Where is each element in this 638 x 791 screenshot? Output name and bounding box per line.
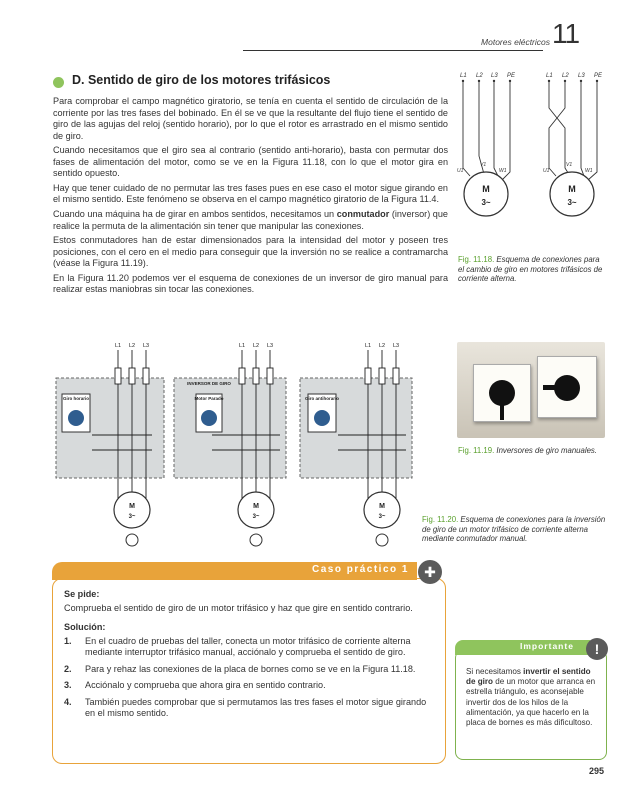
terminal-label: W1	[585, 168, 593, 174]
phase-label: L2	[252, 343, 260, 349]
motor-icon	[238, 492, 274, 528]
fig-11-18-diagram	[454, 68, 620, 248]
motor-icon	[550, 172, 594, 216]
case-step: 2. Para y rehaz las conexiones de la placa de bornes como se ve en la Figura 11.18.	[64, 663, 416, 674]
motor-icon	[364, 492, 400, 528]
fig-11-18-caption: Fig. 11.18. Esquema de conexiones para el cambio de giro en motores trifásicos de corriente alterna.	[458, 255, 603, 283]
phase-label: L1	[238, 343, 246, 349]
important-title: Importante	[520, 641, 574, 651]
motor-sublabel: 3~	[567, 198, 577, 207]
terminal-label: W1	[499, 168, 507, 174]
motor-sublabel: 3~	[252, 514, 260, 520]
motor-icon	[114, 492, 150, 528]
motor-sublabel: 3~	[128, 514, 136, 520]
terminal-label: U1	[543, 168, 550, 174]
line-label: L2	[562, 73, 569, 79]
phase-label: L2	[128, 343, 136, 349]
fig-11-20-caption: Fig. 11.20. Esquema de conexiones para la inversión de giro de un motor trifásico de corriente alterna mediante conmutador manual.	[422, 515, 606, 543]
section-title: D. Sentido de giro de los motores trifásicos	[72, 73, 331, 87]
header-rule	[243, 50, 543, 51]
motor-sublabel: 3~	[481, 198, 491, 207]
switch-plate	[473, 364, 531, 422]
paragraph-1: Para comprobar el campo magnético giratorio, se tenía en cuenta el sentido de circulación de la corriente por las tres fases del bobinado. En él se ve que la resultante del flujo tiene el sentido de giro de las agujas del reloj (sentido horario), por lo que el rotor es arrastrado en el mismo sentido de giro.	[53, 96, 448, 141]
phase-label: L3	[392, 343, 400, 349]
motor-label: M	[482, 184, 490, 194]
section-bullet-icon	[53, 77, 64, 88]
fig-11-19-photo	[457, 342, 605, 438]
terminal-label: U1	[457, 168, 464, 174]
phase-label: L1	[364, 343, 372, 349]
switch-label: Motor Parado	[194, 396, 224, 401]
term-conmutador: conmutador	[336, 209, 390, 220]
body-text	[53, 96, 448, 299]
motor-icon	[464, 172, 508, 216]
switch-label: INVERSOR DE GIRO	[187, 381, 231, 386]
motor-label: M	[253, 503, 259, 510]
line-label: L1	[460, 73, 467, 79]
case-step: 1. En el cuadro de pruebas del taller, conecta un motor trifásico de corriente alterna mediante interruptor trifásico manual, acciónalo y comprueba el sentido de giro.	[64, 635, 411, 657]
important-text: Si necesitamos invertir el sentido de giro de un motor que arranca en estrella triángulo, es aconsejable invertir dos de los hilos de la alimentación, ya que hacerlo en la placa de bornes es más dificultoso.	[466, 667, 596, 728]
case-pide-text: Comprueba el sentido de giro de un motor trifásico y haz que gire en sentido contrario.	[64, 602, 413, 613]
paragraph-6: En la Figura 11.20 podemos ver el esquema de conexiones de un inversor de giro manual para realizar estas maniobras sin tocar las conexiones.	[53, 272, 448, 295]
terminal-label: V1	[566, 162, 573, 168]
paragraph-5: Estos conmutadores han de estar dimensionados para la intensidad del motor y poseen tres posiciones, con el cero en el medio para conseguir que la inversión no se realice a contramarcha (véase la Figura 11.19).	[53, 235, 448, 269]
switch-knob-icon	[68, 410, 84, 426]
line-label: PE	[594, 73, 603, 79]
phase-label: L3	[142, 343, 150, 349]
phase-label: L2	[378, 343, 386, 349]
switch-knob-icon	[201, 410, 217, 426]
case-pide-label: Se pide:	[64, 589, 100, 599]
page-number: 295	[589, 766, 605, 776]
phase-label: L1	[114, 343, 122, 349]
fig-11-20-diagram	[52, 340, 448, 550]
paragraph-4: Cuando una máquina ha de girar en ambos sentidos, necesitamos un conmutador (inversor) que realice la permuta de la alimentación sin tener que manipular las conexiones.	[53, 209, 448, 231]
puzzle-icon: ✚	[418, 560, 442, 584]
switch-label: Giro horario	[62, 396, 90, 401]
motor-label: M	[129, 503, 135, 510]
motor-label: M	[379, 503, 385, 510]
switch-knob-icon	[314, 410, 330, 426]
motor-label: M	[568, 184, 576, 194]
fig-11-19-caption: Fig. 11.19. Inversores de giro manuales.	[458, 446, 597, 455]
chapter-number: 11	[552, 18, 580, 49]
chapter-title: Motores eléctricos	[481, 37, 550, 47]
motor-sublabel: 3~	[378, 514, 386, 520]
switch-plate	[537, 356, 597, 418]
line-label: PE	[507, 73, 516, 79]
paragraph-2: Cuando necesitamos que el giro sea al contrario (sentido anti-horario), basta con permutar dos fases de alimentación del motor, como se ve en la Figura 11.18, con lo que el motor gira en sentido opuesto.	[53, 145, 448, 179]
phase-label: L3	[266, 343, 274, 349]
terminal-label: V1	[480, 162, 487, 168]
case-steps	[64, 636, 434, 720]
switch-label: Giro antihorario	[304, 396, 340, 401]
paragraph-3: Hay que tener cuidado de no permutar las tres fases pues en ese caso el motor sigue girando en el mismo sentido. Este fenómeno se observa en el campo magnético giratorio de la Figura 11.4.	[53, 182, 448, 205]
exclamation-icon: !	[586, 638, 608, 660]
line-label: L2	[476, 73, 483, 79]
case-step: 3. Acciónalo y comprueba que ahora gira en sentido contrario.	[64, 680, 326, 690]
case-step: 4. También puedes comprobar que si permutamos las tres fases el motor sigue girando en el mismo sentido.	[64, 696, 427, 718]
line-label: L3	[491, 73, 498, 79]
line-label: L3	[578, 73, 585, 79]
case-solution-label: Solución:	[64, 622, 106, 632]
line-label: L1	[546, 73, 553, 79]
case-body	[64, 589, 434, 725]
case-title: Caso práctico 1	[312, 564, 409, 575]
